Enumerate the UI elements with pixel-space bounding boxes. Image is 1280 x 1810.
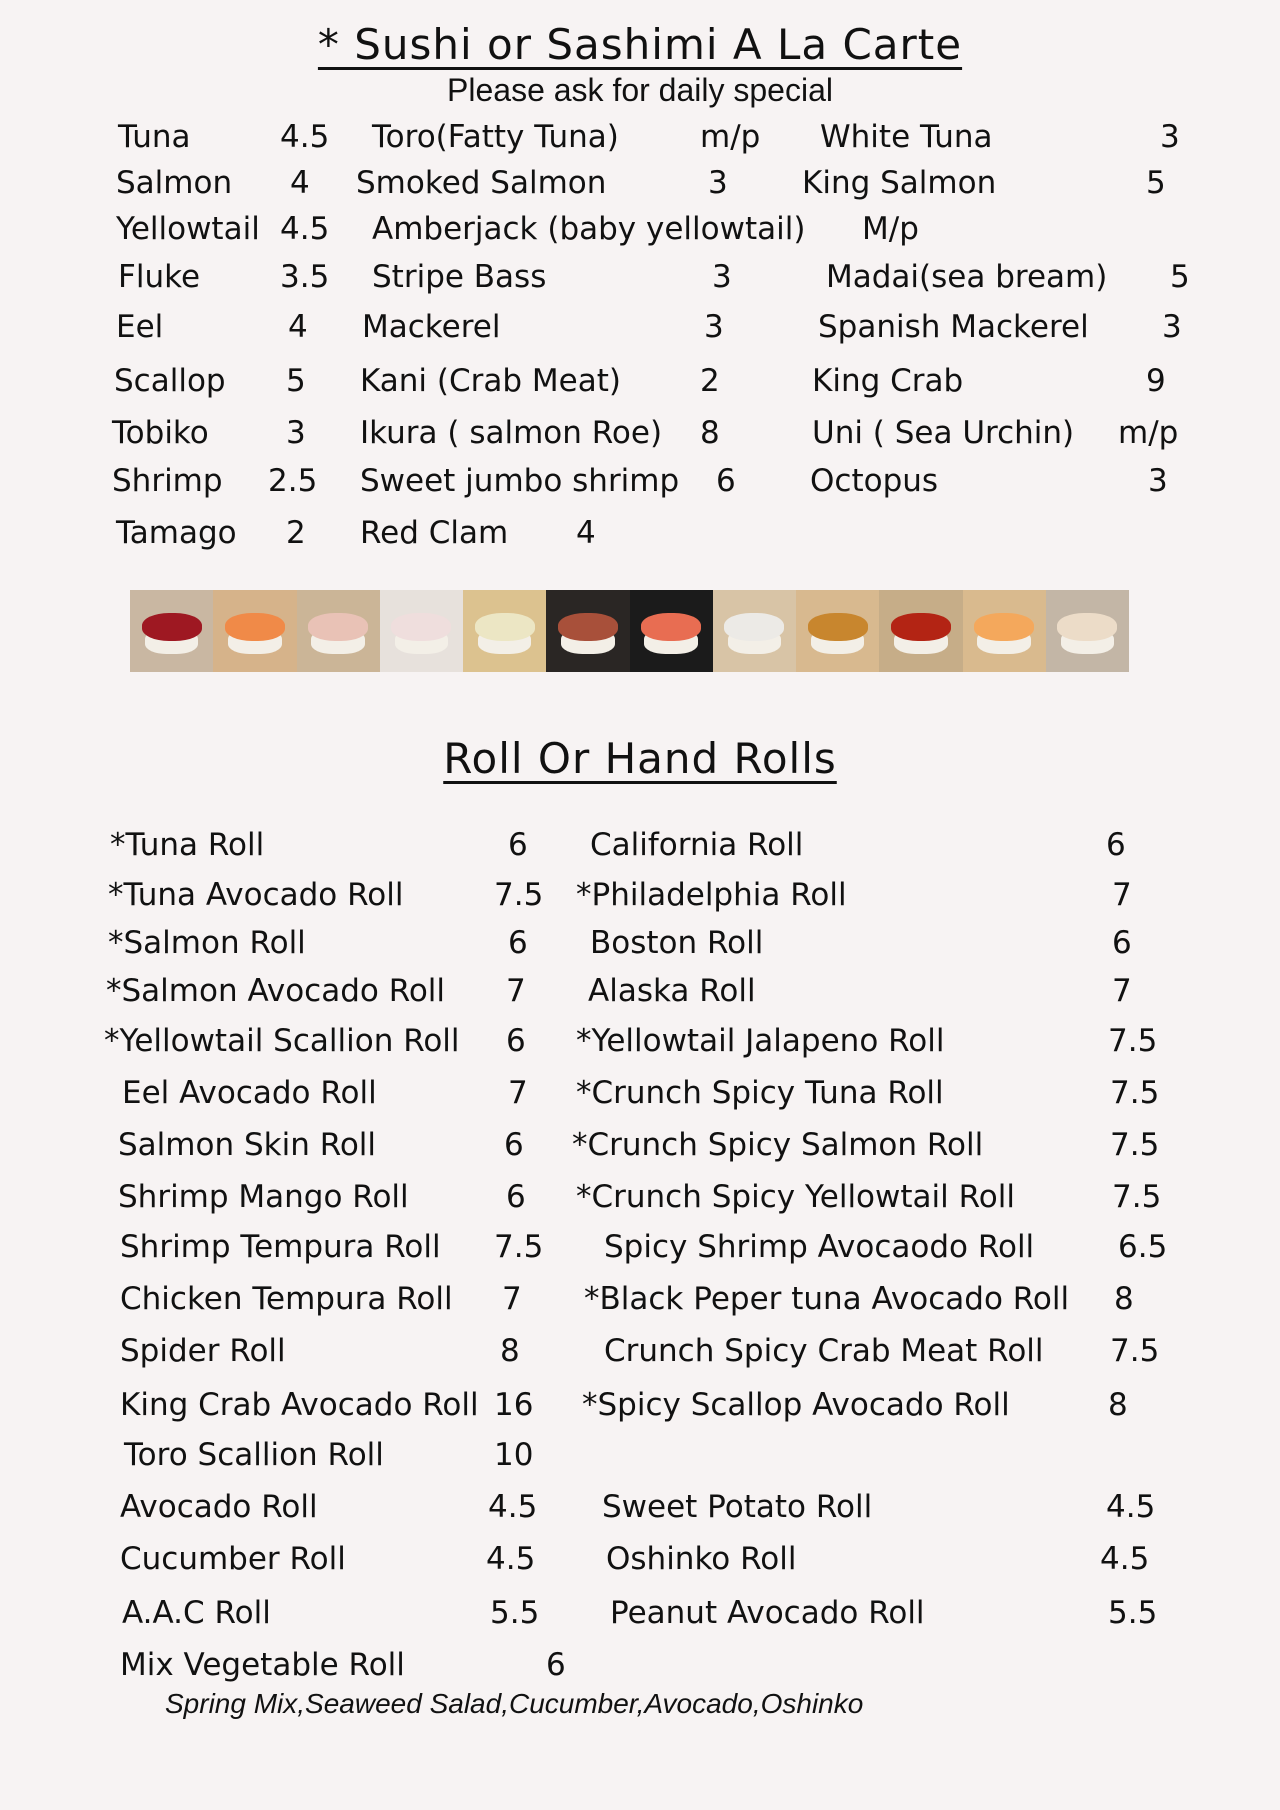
menu-item-name: A.A.C Roll	[122, 1595, 271, 1631]
menu-item-name: Alaska Roll	[588, 973, 756, 1009]
menu-item-name: King Crab	[812, 363, 964, 399]
sushi-topping-shape	[974, 613, 1034, 641]
sushi-section-subtitle: Please ask for daily special	[447, 72, 833, 108]
menu-item-name: Sweet jumbo shrimp	[360, 463, 680, 499]
menu-item-price: 4	[290, 165, 310, 201]
menu-item-name: California Roll	[590, 827, 804, 863]
menu-item-price: 6	[506, 1179, 526, 1215]
menu-item-price: 6	[506, 1023, 526, 1059]
menu-item-name: Octopus	[810, 463, 939, 499]
menu-item-price: 6	[508, 827, 528, 863]
menu-item-price: 6	[508, 925, 528, 961]
menu-item-name: Crunch Spicy Crab Meat Roll	[604, 1333, 1044, 1369]
menu-item-name: Eel Avocado Roll	[122, 1075, 377, 1111]
menu-item-price: 4.5	[1106, 1489, 1156, 1525]
sushi-topping-shape	[142, 613, 202, 641]
menu-item-price: 5	[1146, 165, 1166, 201]
menu-item-price: 7.5	[494, 877, 544, 913]
menu-item-name: Yellowtail	[116, 211, 260, 247]
sushi-topping-shape	[641, 613, 701, 641]
menu-item-price: 5.5	[1108, 1595, 1158, 1631]
sushi-photo	[1046, 590, 1129, 672]
menu-item-name: *Tuna Avocado Roll	[108, 877, 404, 913]
menu-item-price: 2.5	[268, 463, 318, 499]
menu-item-price: 4.5	[280, 211, 330, 247]
sushi-topping-shape	[1057, 613, 1117, 641]
menu-item-price: 7	[508, 1075, 528, 1111]
menu-item-price: 10	[494, 1437, 534, 1473]
menu-item-price: 7.5	[1112, 1179, 1162, 1215]
menu-item-price: 3	[704, 309, 724, 345]
menu-item-name: *Salmon Roll	[108, 925, 306, 961]
menu-item-name: King Crab Avocado Roll	[120, 1387, 479, 1423]
menu-item-name: *Spicy Scallop Avocado Roll	[582, 1387, 1010, 1423]
menu-item-price: 7	[506, 973, 526, 1009]
menu-item-name: Chicken Tempura Roll	[120, 1281, 453, 1317]
menu-item-name: *Crunch Spicy Tuna Roll	[576, 1075, 944, 1111]
menu-item-price: 16	[494, 1387, 534, 1423]
menu-item-price: 6	[504, 1127, 524, 1163]
sushi-photo	[713, 590, 796, 672]
menu-item-name: Fluke	[118, 259, 201, 295]
menu-item-price: 8	[1108, 1387, 1128, 1423]
menu-item-name: Mackerel	[362, 309, 501, 345]
menu-item-price: 7.5	[1110, 1127, 1160, 1163]
menu-item-price: 2	[286, 515, 306, 551]
menu-item-name: *Yellowtail Scallion Roll	[104, 1023, 460, 1059]
menu-item-name: *Crunch Spicy Salmon Roll	[572, 1127, 984, 1163]
menu-item-name: *Tuna Roll	[110, 827, 265, 863]
menu-item-price: 6.5	[1118, 1229, 1168, 1265]
menu-item-price: 4.5	[488, 1489, 538, 1525]
menu-item-name: Cucumber Roll	[120, 1541, 346, 1577]
menu-item-price: 3	[712, 259, 732, 295]
sushi-photo	[963, 590, 1046, 672]
menu-item-name: *Philadelphia Roll	[576, 877, 847, 913]
menu-item-price: 8	[1114, 1281, 1134, 1317]
menu-item-price: 5	[1170, 259, 1190, 295]
menu-item-name: White Tuna	[820, 119, 993, 155]
sushi-photo	[879, 590, 962, 672]
menu-item-name: Oshinko Roll	[606, 1541, 797, 1577]
menu-item-name: Ikura ( salmon Roe)	[360, 415, 663, 451]
sushi-topping-shape	[225, 613, 285, 641]
menu-item-price: 5.5	[490, 1595, 540, 1631]
sushi-photo	[130, 590, 213, 672]
menu-item-name: Tamago	[116, 515, 237, 551]
menu-item-name: Amberjack (baby yellowtail)	[372, 211, 806, 247]
menu-item-name: Spanish Mackerel	[818, 309, 1089, 345]
menu-item-price: m/p	[700, 119, 761, 155]
menu-item-name: King Salmon	[802, 165, 997, 201]
mix-vegetable-note: Spring Mix,Seaweed Salad,Cucumber,Avocado,Oshinko	[165, 1688, 864, 1719]
sushi-photo	[463, 590, 546, 672]
sushi-topping-shape	[891, 613, 951, 641]
menu-item-price: 7.5	[1108, 1023, 1158, 1059]
roll-section-title: Roll Or Hand Rolls	[443, 734, 837, 783]
sushi-topping-shape	[391, 613, 451, 641]
menu-item-name: Red Clam	[360, 515, 509, 551]
menu-item-price: 4.5	[1100, 1541, 1150, 1577]
menu-item-price: 6	[1106, 827, 1126, 863]
menu-item-name: Scallop	[114, 363, 226, 399]
menu-item-price: 5	[286, 363, 306, 399]
menu-item-name: Shrimp	[112, 463, 223, 499]
menu-item-name: Salmon	[116, 165, 233, 201]
menu-item-name: Uni ( Sea Urchin)	[812, 415, 1075, 451]
menu-item-price: 3	[1162, 309, 1182, 345]
menu-item-name: Shrimp Tempura Roll	[120, 1229, 441, 1265]
menu-item-price: 3.5	[280, 259, 330, 295]
menu-item-price: m/p	[1118, 415, 1179, 451]
menu-item-price: 3	[286, 415, 306, 451]
sushi-photo	[546, 590, 629, 672]
menu-item-name: *Black Peper tuna Avocado Roll	[584, 1281, 1070, 1317]
sushi-topping-shape	[724, 613, 784, 641]
menu-item-name: Eel	[116, 309, 164, 345]
menu-item-price: M/p	[862, 211, 919, 247]
menu-item-price: 8	[500, 1333, 520, 1369]
menu-item-price: 6	[1112, 925, 1132, 961]
menu-item-price: 4	[288, 309, 308, 345]
sushi-photo	[630, 590, 713, 672]
menu-item-name: Shrimp Mango Roll	[118, 1179, 409, 1215]
menu-item-price: 6	[716, 463, 736, 499]
sushi-topping-shape	[558, 613, 618, 641]
sushi-topping-shape	[475, 613, 535, 641]
menu-item-price: 4.5	[280, 119, 330, 155]
menu-item-name: Sweet Potato Roll	[602, 1489, 873, 1525]
sushi-section-title: * Sushi or Sashimi A La Carte	[317, 20, 963, 69]
menu-item-name: *Yellowtail Jalapeno Roll	[576, 1023, 945, 1059]
menu-item-name: Mix Vegetable Roll	[120, 1647, 405, 1683]
menu-item-name: *Salmon Avocado Roll	[106, 973, 446, 1009]
menu-item-price: 4	[576, 515, 596, 551]
menu-item-name: Kani (Crab Meat)	[360, 363, 621, 399]
menu-item-name: Salmon Skin Roll	[118, 1127, 377, 1163]
menu-item-name: Tuna	[118, 119, 191, 155]
menu-item-name: Avocado Roll	[120, 1489, 318, 1525]
menu-item-name: Stripe Bass	[372, 259, 547, 295]
menu-item-price: 4.5	[486, 1541, 536, 1577]
menu-item-price: 7	[1112, 973, 1132, 1009]
menu-item-price: 3	[708, 165, 728, 201]
menu-item-price: 2	[700, 363, 720, 399]
sushi-photo-strip	[130, 590, 1129, 672]
menu-item-name: Madai(sea bream)	[826, 259, 1108, 295]
menu-item-price: 7.5	[494, 1229, 544, 1265]
sushi-photo	[213, 590, 296, 672]
menu-item-name: Tobiko	[112, 415, 209, 451]
menu-item-price: 8	[700, 415, 720, 451]
menu-item-name: Boston Roll	[590, 925, 764, 961]
menu-item-name: Toro Scallion Roll	[124, 1437, 384, 1473]
menu-item-price: 3	[1160, 119, 1180, 155]
sushi-topping-shape	[308, 613, 368, 641]
sushi-photo	[297, 590, 380, 672]
menu-item-price: 7	[502, 1281, 522, 1317]
menu-item-price: 7	[1112, 877, 1132, 913]
menu-item-price: 3	[1148, 463, 1168, 499]
sushi-photo	[796, 590, 879, 672]
menu-item-price: 9	[1146, 363, 1166, 399]
sushi-topping-shape	[808, 613, 868, 641]
menu-item-price: 7.5	[1110, 1333, 1160, 1369]
menu-item-price: 6	[546, 1647, 566, 1683]
menu-item-name: Toro(Fatty Tuna)	[372, 119, 619, 155]
menu-item-name: Spider Roll	[120, 1333, 286, 1369]
menu-item-name: Spicy Shrimp Avocaodo Roll	[604, 1229, 1035, 1265]
sushi-photo	[380, 590, 463, 672]
menu-item-price: 7.5	[1110, 1075, 1160, 1111]
menu-item-name: *Crunch Spicy Yellowtail Roll	[576, 1179, 1015, 1215]
menu-item-name: Smoked Salmon	[356, 165, 607, 201]
menu-item-name: Peanut Avocado Roll	[610, 1595, 925, 1631]
